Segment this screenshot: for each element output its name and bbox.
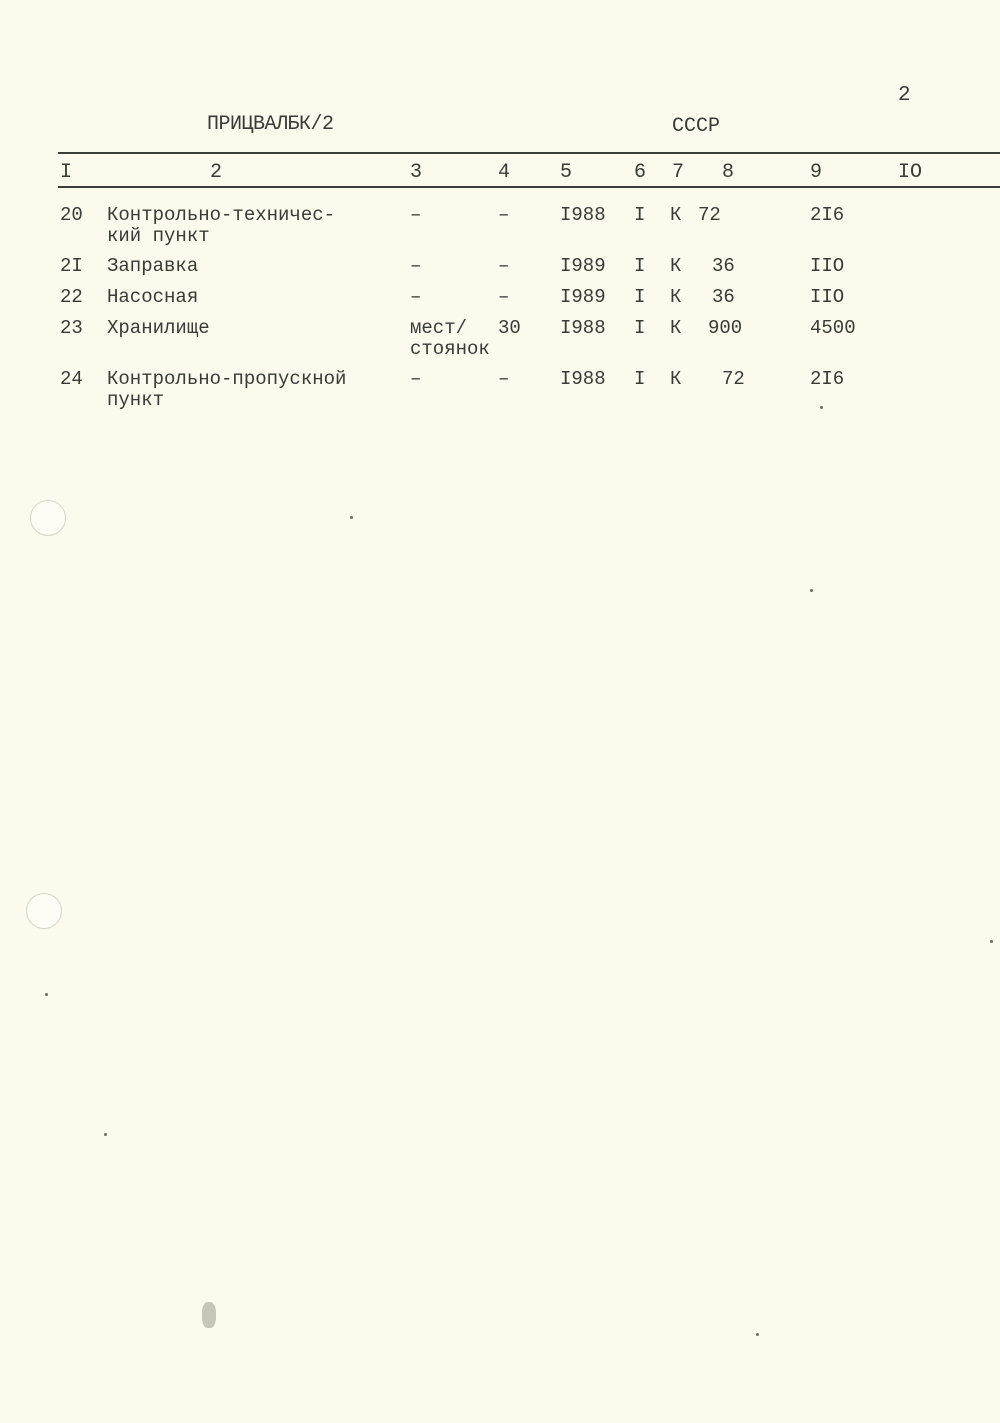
capacity-unit: – [410,204,422,226]
column-number: 3 [410,161,423,184]
row-number: 20 [60,204,83,226]
column-9-cell: IIO [810,255,845,277]
capacity-unit: – [410,286,422,308]
object-name-line1: Насосная [107,286,199,308]
column-number: 5 [560,161,573,184]
capacity-unit: – [410,368,422,390]
column-6-cell: I [634,286,646,308]
paper-speck [756,1333,759,1336]
object-name-line1: Контрольно-пропускной [107,368,347,390]
column-8-cell: 72 [722,368,745,390]
column-9-cell: 2I6 [810,368,845,390]
column-9-cell: 2I6 [810,204,845,226]
column-number: 8 [722,161,735,184]
column-7-cell: К [670,317,682,339]
header-rule-top [58,152,1000,154]
paper-speck [820,406,823,409]
column-8-cell: 900 [708,317,743,339]
table-row [0,318,1000,368]
object-name-line2: пункт [107,389,165,411]
document-code: ПРИЦВАЛБК/2 [207,113,334,136]
paper-speck [810,589,813,592]
paper-speck [104,1133,107,1136]
capacity-value: 30 [498,317,521,339]
column-8-cell: 36 [712,286,735,308]
column-6-cell: I [634,317,646,339]
year-cell: I989 [560,286,606,308]
capacity-unit: мест/ [410,317,468,339]
capacity-value: – [498,204,510,226]
column-number: 2 [210,161,223,184]
column-number: IO [898,161,923,184]
capacity-value: – [498,286,510,308]
column-number: 4 [498,161,511,184]
table-row [0,205,1000,255]
column-number: 6 [634,161,647,184]
header-rule-bottom [58,186,1000,188]
object-name-line1: Контрольно-техничес- [107,204,336,226]
column-8-cell: 36 [712,255,735,277]
table-row [0,369,1000,419]
row-number: 24 [60,368,83,390]
row-number: 2I [60,255,83,277]
column-7-cell: К [670,255,682,277]
punch-hole [26,893,62,929]
column-9-cell: IIO [810,286,845,308]
punch-hole [30,500,66,536]
paper-speck [45,993,48,996]
ink-smudge [202,1302,216,1328]
page-number: 2 [898,84,911,107]
year-cell: I988 [560,317,606,339]
column-7-cell: К [670,368,682,390]
column-6-cell: I [634,368,646,390]
year-cell: I989 [560,255,606,277]
year-cell: I988 [560,368,606,390]
object-name-line1: Заправка [107,255,199,277]
object-name-line1: Хранилище [107,317,210,339]
column-6-cell: I [634,255,646,277]
capacity-value: – [498,368,510,390]
object-name-line2: кий пункт [107,225,210,247]
country-label: СССР [672,115,721,138]
row-number: 23 [60,317,83,339]
column-9-cell: 4500 [810,317,856,339]
column-7-cell: К [670,204,682,226]
capacity-unit: – [410,255,422,277]
column-6-cell: I [634,204,646,226]
capacity-value: – [498,255,510,277]
column-number: I [60,161,73,184]
paper-speck [350,516,353,519]
row-number: 22 [60,286,83,308]
paper-speck [990,940,993,943]
column-number: 7 [672,161,685,184]
year-cell: I988 [560,204,606,226]
capacity-unit-line2: стоянок [410,338,490,360]
column-number: 9 [810,161,823,184]
column-7-cell: К [670,286,682,308]
column-8-cell: 72 [698,204,721,226]
column-number-row [0,161,1000,185]
